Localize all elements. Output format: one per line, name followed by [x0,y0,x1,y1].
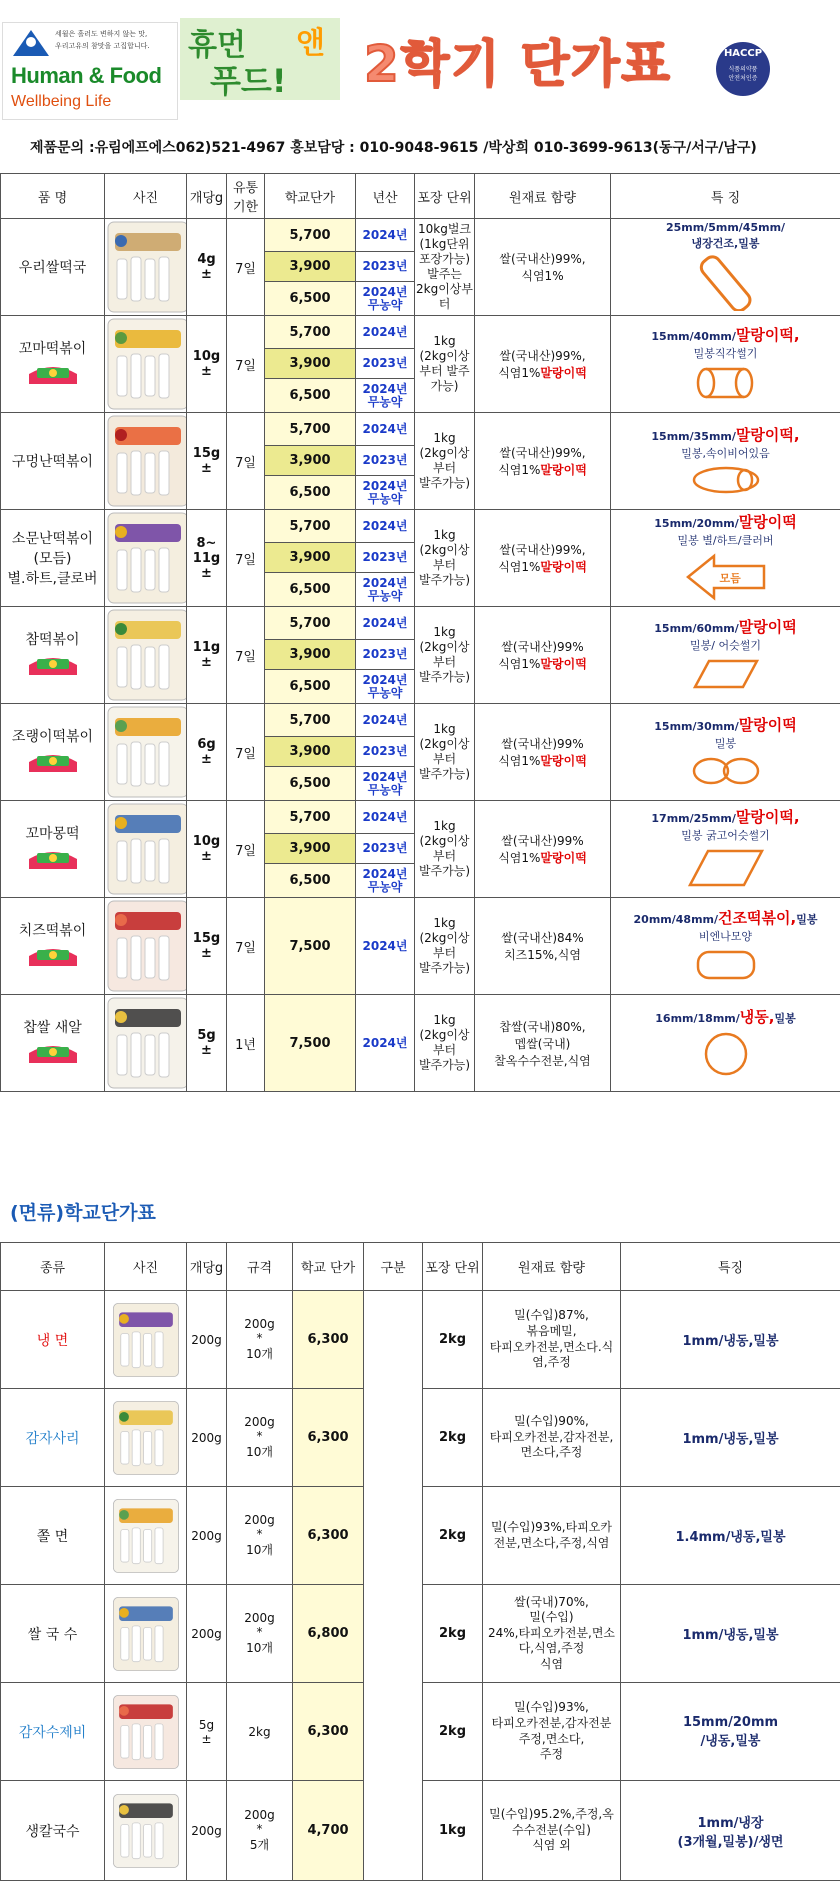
feature-highlight: 말랑이떡, [735,425,800,444]
noodle-spec: 200g * 10개 [227,1291,293,1389]
product-features [611,801,840,898]
package-unit: 1kg (2kg이상 부터 발주가능) [415,413,475,510]
product-features [611,510,840,607]
price-value: 6,500 [265,282,356,316]
feature-highlight: 건조떡볶이, [718,908,797,927]
product-features [611,219,840,316]
table1-row [1,704,840,737]
award-badge-icon [1,649,104,681]
table1-row [1,898,840,995]
noodle-package: 2kg [423,1389,483,1487]
logo-slogan-line1: 세월은 흘러도 변하지 않는 맛, [55,30,148,38]
noodle-photo [105,1389,187,1487]
product-shelf-life: 7일 [227,704,265,801]
noodle-package: 1kg [423,1781,483,1881]
table2-row [1,1291,840,1389]
product-photo-image [105,607,187,703]
noodle-photo [105,1781,187,1881]
ingredients-text: 쌀(국내산)99% 식염1% [498,737,584,768]
price-value: 3,900 [265,349,356,379]
ingredients [475,704,611,801]
award-badge-icon [1,746,104,778]
noodle-ingredients: 쌀(국내)70%, 밀(수입) 24%,타피오카전분,면소 다,식염,주정 식염 [483,1585,621,1683]
harvest-year: 2023년 [356,834,415,864]
rice-cake-shape-icon [611,657,840,695]
table2-header-price: 학교 단가 [293,1243,364,1291]
product-photo-image [105,995,187,1091]
ingredients-text: 쌀(국내산)99% 식염1% [498,640,584,671]
noodle-photo [105,1487,187,1585]
table2-header-features: 특징 [621,1243,840,1291]
harvest-year: 2024년 무농약 [356,767,415,801]
noodle-price: 4,700 [293,1781,364,1881]
package-unit: 1kg (2kg이상 부터 발주가능) [415,898,475,995]
noodle-ingredients: 밀(수입)93%, 타피오카전분,감자전분 주정,면소다, 주정 [483,1683,621,1781]
harvest-year: 2023년 [356,737,415,767]
ingredients [475,607,611,704]
price-value: 3,900 [265,252,356,282]
noodle-section-title: (면류)학교단가표 [10,1202,156,1224]
noodle-photo-image [111,1495,181,1577]
noodle-ingredients: 밀(수입)93%,타피오카 전분,면소다,주정,식염 [483,1487,621,1585]
noodle-photo [105,1585,187,1683]
feature-note: 밀봉 별/하트/클러버 [677,533,774,547]
harvest-year: 2024년 [356,510,415,543]
product-weight: 5g ± [187,995,227,1092]
feature-size: 15mm/35mm/ [651,429,736,443]
ingredients-highlight: 말랑이떡 [540,560,587,574]
table1-row [1,801,840,834]
noodle-spec: 200g * 10개 [227,1389,293,1487]
price-value: 7,500 [265,995,356,1092]
product-features [611,413,840,510]
ingredients-text: 쌀(국내산)84% 치즈15%,식염 [501,931,584,962]
noodle-features: 1mm/냉동,밀봉 [621,1291,840,1389]
feature-size: 15mm/60mm/ [654,621,739,635]
feature-highlight: 말랑이떡 [738,617,797,636]
product-name: 꼬마떡볶이 [1,316,105,413]
price-value: 6,500 [265,864,356,898]
product-photo-image [105,510,187,606]
price-value: 5,700 [265,413,356,446]
noodle-features: 1mm/냉장 (3개월,밀봉)/생면 [621,1781,840,1881]
product-shelf-life: 7일 [227,607,265,704]
noodle-name: 생칼국수 [1,1781,105,1881]
price-value: 6,500 [265,476,356,510]
table1-header-price: 학교단가 [265,174,356,219]
logo-slogan-line2: 우리고유의 참맛을 고집합니다. [55,42,150,50]
product-photo-image [105,316,187,412]
harvest-year: 2024년 [356,898,415,995]
harvest-year: 2024년 무농약 [356,670,415,704]
feature-note: 밀봉 굵고어슷썰기 [681,828,770,842]
price-value: 6,500 [265,379,356,413]
product-shelf-life: 1년 [227,995,265,1092]
noodle-spec: 200g * 10개 [227,1585,293,1683]
rice-cake-shape-icon [611,1031,840,1081]
award-badge-icon [1,358,104,390]
rice-cake-shape-icon [611,465,840,499]
haccp-badge-title: HACCP [723,48,763,59]
package-unit: 1kg (2kg이상 부터 발주가능) [415,607,475,704]
feature-note: 밀봉,속이비어있음 [681,446,770,460]
logo-sub-text: Wellbeing Life [11,93,112,110]
table1-header-year: 년산 [356,174,415,219]
product-weight: 6g ± [187,704,227,801]
haccp-badge [716,42,770,96]
harvest-year: 2024년 무농약 [356,573,415,607]
noodle-category [364,1291,423,1881]
harvest-year: 2023년 [356,640,415,670]
ingredients-highlight: 말랑이떡 [540,754,587,768]
package-unit: 1kg (2kg이상 부터 발주가능) [415,704,475,801]
harvest-year: 2024년 [356,801,415,834]
noodle-weight: 200g [187,1781,227,1881]
product-features [611,995,840,1092]
harvest-year: 2024년 무농약 [356,864,415,898]
shape-label: 모듬 [719,571,741,585]
table2-header-photo: 사진 [105,1243,187,1291]
table1-header-photo: 사진 [105,174,187,219]
humanfood-text-2: 앤 [296,26,325,61]
package-unit: 1kg (2kg이상 부터 발주가능) [415,995,475,1092]
product-photo [105,801,187,898]
contact-line: 제품문의 :유림에프에스062)521-4967 홍보담당 : 010-9048-9615 /박상희 010-3699-9613(동구/서구/남구) [30,140,757,156]
feature-note: 밀봉/ 어슷썰기 [690,638,761,652]
package-unit: 1kg (2kg이상 부터 발주가능) [415,801,475,898]
feature-note: 밀봉직각썰기 [693,346,758,360]
noodle-weight: 200g [187,1389,227,1487]
feature-size: 25mm/5mm/45mm/ 냉장건조,밀봉 [665,220,786,250]
ingredients [475,801,611,898]
price-value: 7,500 [265,898,356,995]
feature-highlight: 말랑이떡 [738,512,797,531]
noodle-price: 6,300 [293,1291,364,1389]
product-name: 꼬마몽떡 [1,801,105,898]
harvest-year: 2024년 [356,607,415,640]
page-title: 2학기 단가표 [364,35,672,93]
noodle-features: 1mm/냉동,밀봉 [621,1585,840,1683]
noodle-photo-image [111,1299,181,1381]
ingredients-highlight: 말랑이떡 [540,851,587,865]
price-value: 3,900 [265,446,356,476]
product-shelf-life: 7일 [227,413,265,510]
product-features [611,898,840,995]
harvest-year: 2023년 [356,543,415,573]
humanfood-text-3: 푸드! [210,62,287,100]
rice-cake-shape-icon [611,755,840,791]
harvest-year: 2024년 무농약 [356,379,415,413]
noodle-package: 2kg [423,1487,483,1585]
noodle-spec: 200g * 5개 [227,1781,293,1881]
product-shelf-life: 7일 [227,898,265,995]
price-value: 3,900 [265,737,356,767]
product-photo [105,413,187,510]
price-value: 6,500 [265,670,356,704]
haccp-badge-sub-2: 안전처인증 [728,75,758,82]
product-weight: 4g ± [187,219,227,316]
noodle-photo-image [111,1593,181,1675]
noodle-ingredients: 밀(수입)95.2%,주정,옥 수수전분(수입) 식염 외 [483,1781,621,1881]
table2-header-spec: 규격 [227,1243,293,1291]
product-shelf-life: 7일 [227,219,265,316]
header [0,0,840,130]
noodle-spec: 2kg [227,1683,293,1781]
table2-header-type: 종류 [1,1243,105,1291]
ingredients-highlight: 말랑이떡 [540,366,587,380]
harvest-year: 2024년 [356,219,415,252]
table1-row [1,995,840,1092]
ingredients-text: 쌀(국내산)99% 식염1% [498,834,584,865]
ingredients [475,413,611,510]
harvest-year: 2024년 무농약 [356,282,415,316]
product-features [611,316,840,413]
product-photo [105,219,187,316]
noodle-photo-image [111,1790,181,1872]
package-unit: 10kg벌크 (1kg단위 포장가능) 발주는 2kg이상부 터 [415,219,475,316]
product-name: 우리쌀떡국 [1,219,105,316]
noodle-photo [105,1291,187,1389]
ingredients [475,898,611,995]
noodle-photo [105,1683,187,1781]
rice-cake-shape-icon [611,847,840,893]
feature-highlight: 말랑이떡, [735,807,800,826]
ingredients [475,995,611,1092]
table1-row [1,413,840,446]
price-value: 6,500 [265,573,356,607]
rice-cake-shape-icon [611,365,840,405]
price-value: 5,700 [265,801,356,834]
package-unit: 1kg (2kg이상 부터 발주가능) [415,510,475,607]
feature-size: 20mm/48mm/ [633,912,719,926]
noodle-photo-image [111,1397,181,1479]
product-photo [105,995,187,1092]
harvest-year: 2023년 [356,446,415,476]
rice-cake-shape-icon [611,552,840,606]
award-badge-icon [1,940,104,972]
ingredients [475,316,611,413]
price-value: 5,700 [265,316,356,349]
logo-brand-text: Human & Food [11,63,162,88]
feature-extra: 밀봉 [774,1011,796,1025]
ingredients [475,510,611,607]
noodle-features: 1mm/냉동,밀봉 [621,1389,840,1487]
product-shelf-life: 7일 [227,801,265,898]
price-value: 5,700 [265,510,356,543]
ingredients-highlight: 말랑이떡 [540,657,587,671]
product-photo [105,704,187,801]
noodle-ingredients: 밀(수입)87%, 볶음메밀, 타피오카전분,면소다.식 염,주정 [483,1291,621,1389]
feature-size: 17mm/25mm/ [651,811,736,825]
product-photo-image [105,801,187,897]
noodle-name: 냉 면 [1,1291,105,1389]
rice-cake-price-table [0,173,840,1092]
table1-header-weight: 개당g [187,174,227,219]
ingredients [475,219,611,316]
feature-note: 비엔나모양 [698,929,753,943]
feature-extra: 밀봉 [796,912,818,926]
table1-row [1,607,840,640]
harvest-year: 2023년 [356,349,415,379]
harvest-year: 2024년 [356,413,415,446]
table1-row [1,219,840,252]
rice-cake-shape-icon [611,255,840,315]
price-value: 5,700 [265,607,356,640]
product-photo-image [105,704,187,800]
table2-header-ingredients: 원재료 함량 [483,1243,621,1291]
noodle-photo-image [111,1691,181,1773]
noodle-price-table [0,1242,840,1881]
noodle-name: 쫄 면 [1,1487,105,1585]
noodle-package: 2kg [423,1683,483,1781]
table1-header-name: 품 명 [1,174,105,219]
noodle-weight: 200g [187,1487,227,1585]
product-name: 치즈떡볶이 [1,898,105,995]
humanfood-text-1: 휴먼 [188,28,246,63]
product-name: 소문난떡볶이 (모듬) 별.하트,클로버 [1,510,105,607]
ingredients-text: 쌀(국내산)99%, 식염1% [499,252,586,283]
product-weight: 8~ 11g ± [187,510,227,607]
noodle-price: 6,300 [293,1487,364,1585]
noodle-package: 2kg [423,1291,483,1389]
noodle-price: 6,300 [293,1389,364,1487]
harvest-year: 2024년 무농약 [356,476,415,510]
table1-header-row [1,174,840,219]
feature-size: 16mm/18mm/ [655,1011,740,1025]
noodle-name: 쌀 국 수 [1,1585,105,1683]
humanfood-banner [180,18,340,100]
noodle-ingredients: 밀(수입)90%, 타피오카전분,감자전분, 면소다,주정 [483,1389,621,1487]
table1-header-pkg: 포장 단위 [415,174,475,219]
product-photo [105,898,187,995]
harvest-year: 2024년 [356,316,415,349]
feature-highlight: 말랑이떡, [735,325,800,344]
table2-header-category: 구분 [364,1243,423,1291]
product-name: 참떡볶이 [1,607,105,704]
table1-header-ingredients: 원재료 함량 [475,174,611,219]
ingredients-highlight: 말랑이떡 [540,463,587,477]
price-value: 5,700 [265,219,356,252]
product-weight: 11g ± [187,607,227,704]
product-name: 구멍난떡볶이 [1,413,105,510]
ingredients-text: 쌀(국내산)99%, 식염1% [498,446,586,477]
noodle-name: 감자수제비 [1,1683,105,1781]
product-weight: 10g ± [187,316,227,413]
harvest-year: 2023년 [356,252,415,282]
noodle-name: 감자사리 [1,1389,105,1487]
price-value: 3,900 [265,640,356,670]
product-photo-image [105,219,187,315]
price-value: 6,500 [265,767,356,801]
ingredients-text: 쌀(국내산)99%, 식염1% [498,543,586,574]
rice-cake-shape-icon [611,948,840,986]
product-features [611,704,840,801]
feature-size: 15mm/30mm/ [654,719,739,733]
product-weight: 10g ± [187,801,227,898]
price-value: 3,900 [265,543,356,573]
ingredients-text: 쌀(국내산)99%, 식염1% [498,349,586,380]
haccp-badge-sub-1: 식품의약품 [728,66,758,73]
product-name: 조랭이떡볶이 [1,704,105,801]
package-unit: 1kg (2kg이상 부터 발주 가능) [415,316,475,413]
ingredients-text: 찹쌀(국내)80%, 멥쌀(국내) 찰옥수수전분,식염 [494,1019,591,1068]
product-weight: 15g ± [187,898,227,995]
product-photo [105,316,187,413]
price-value: 3,900 [265,834,356,864]
noodle-spec: 200g * 10개 [227,1487,293,1585]
table1-header-shelf: 유통 기한 [227,174,265,219]
table1-row [1,510,840,543]
feature-highlight: 냉동, [739,1007,775,1026]
product-photo [105,510,187,607]
harvest-year: 2024년 [356,704,415,737]
table1-row [1,316,840,349]
product-features [611,607,840,704]
product-photo [105,607,187,704]
noodle-weight: 200g [187,1291,227,1389]
company-logo [2,22,178,120]
table2-header-row [1,1243,840,1291]
award-badge-icon [1,1037,104,1069]
product-photo-image [105,413,187,509]
feature-note: 밀봉 [714,736,737,750]
noodle-price: 6,800 [293,1585,364,1683]
table2-header-weight: 개당g [187,1243,227,1291]
feature-size: 15mm/20mm/ [654,516,739,530]
product-shelf-life: 7일 [227,510,265,607]
noodle-price: 6,300 [293,1683,364,1781]
price-value: 5,700 [265,704,356,737]
noodle-features: 1.4mm/냉동,밀봉 [621,1487,840,1585]
noodle-weight: 5g ± [187,1683,227,1781]
award-badge-icon [1,843,104,875]
harvest-year: 2024년 [356,995,415,1092]
feature-highlight: 말랑이떡 [738,715,797,734]
noodle-features: 15mm/20mm /냉동,밀봉 [621,1683,840,1781]
noodle-weight: 200g [187,1585,227,1683]
product-photo-image [105,898,187,994]
table2-header-pkg: 포장 단위 [423,1243,483,1291]
product-weight: 15g ± [187,413,227,510]
noodle-package: 2kg [423,1585,483,1683]
product-name: 찹쌀 새알 [1,995,105,1092]
table1-header-features: 특 징 [611,174,840,219]
logo-emblem-icon [11,28,51,58]
product-shelf-life: 7일 [227,316,265,413]
feature-size: 15mm/40mm/ [651,329,736,343]
